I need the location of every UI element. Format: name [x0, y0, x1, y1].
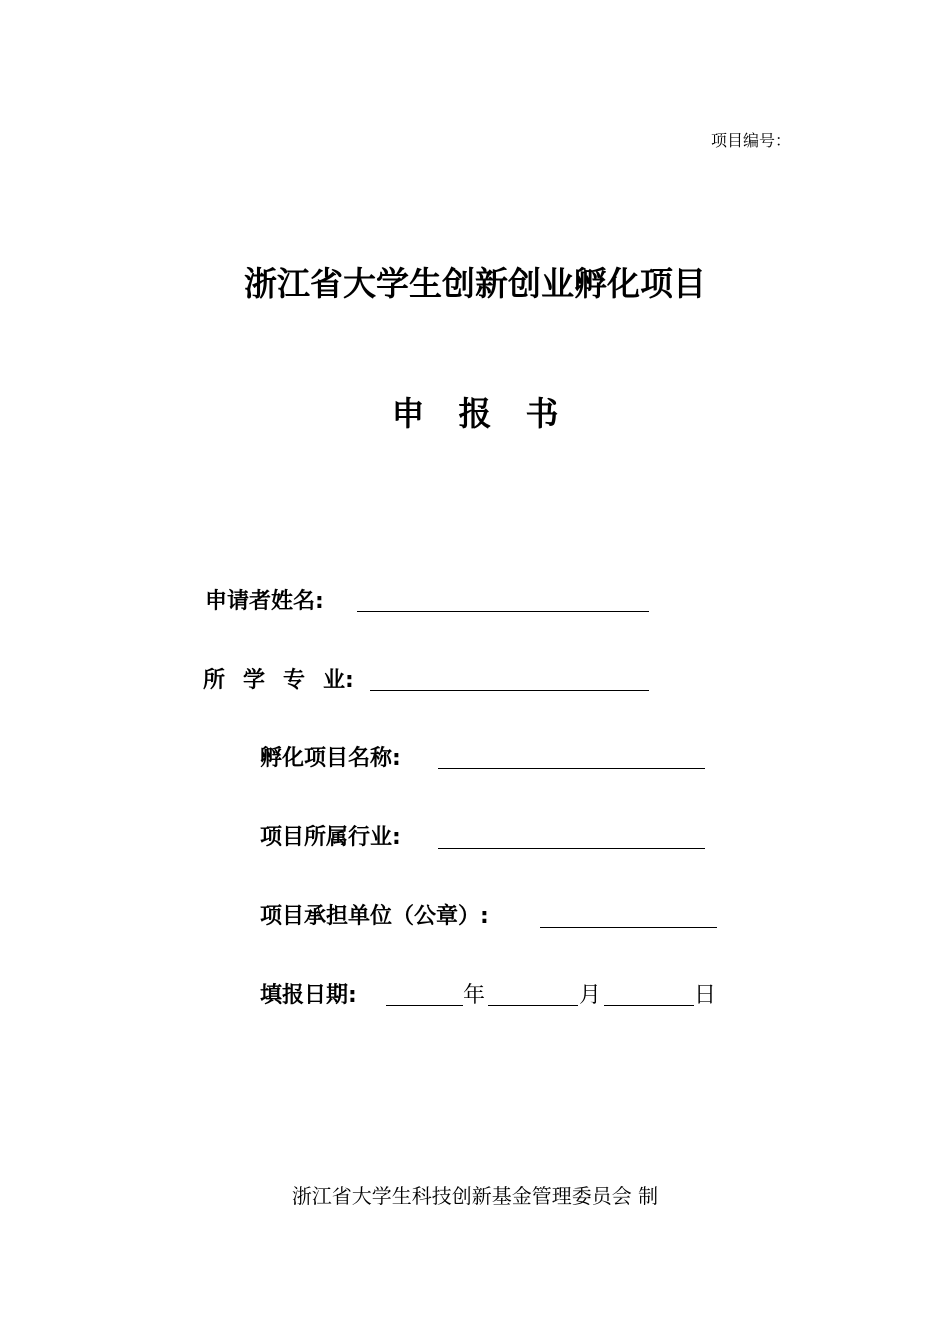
- project-name-label: 孵化项目名称:: [260, 746, 401, 771]
- major-label-char: 学: [243, 668, 266, 693]
- year-blank[interactable]: [386, 1005, 463, 1006]
- project-number-label: 项目编号：: [711, 131, 792, 150]
- applicant-name-blank[interactable]: [357, 611, 649, 612]
- major-label-char: 所: [203, 668, 226, 693]
- major-blank[interactable]: [370, 690, 649, 691]
- unit-label: 项目承担单位（公章）:: [260, 904, 489, 929]
- project-name-blank[interactable]: [438, 768, 705, 769]
- year-char: 年: [463, 983, 486, 1008]
- day-blank[interactable]: [604, 1005, 694, 1006]
- date-label: 填报日期:: [260, 983, 357, 1008]
- industry-blank[interactable]: [438, 848, 705, 849]
- month-blank[interactable]: [488, 1005, 578, 1006]
- document-subtitle: [0, 388, 950, 435]
- subtitle-char: 报: [458, 394, 492, 433]
- month-char: 月: [579, 983, 602, 1008]
- document-title: 浙江省大学生创新创业孵化项目: [244, 264, 706, 303]
- subtitle-char: 申: [391, 394, 425, 433]
- day-char: 日: [694, 983, 717, 1008]
- major-label-char: 专: [283, 668, 306, 693]
- unit-blank[interactable]: [540, 927, 717, 928]
- issuer-footer: 浙江省大学生科技创新基金管理委员会 制: [291, 1184, 659, 1208]
- major-label-char: 业:: [323, 668, 354, 693]
- applicant-name-label: 申请者姓名:: [205, 589, 324, 614]
- subtitle-char: 书: [525, 394, 559, 433]
- industry-label: 项目所属行业:: [260, 825, 401, 850]
- major-label: [203, 667, 354, 695]
